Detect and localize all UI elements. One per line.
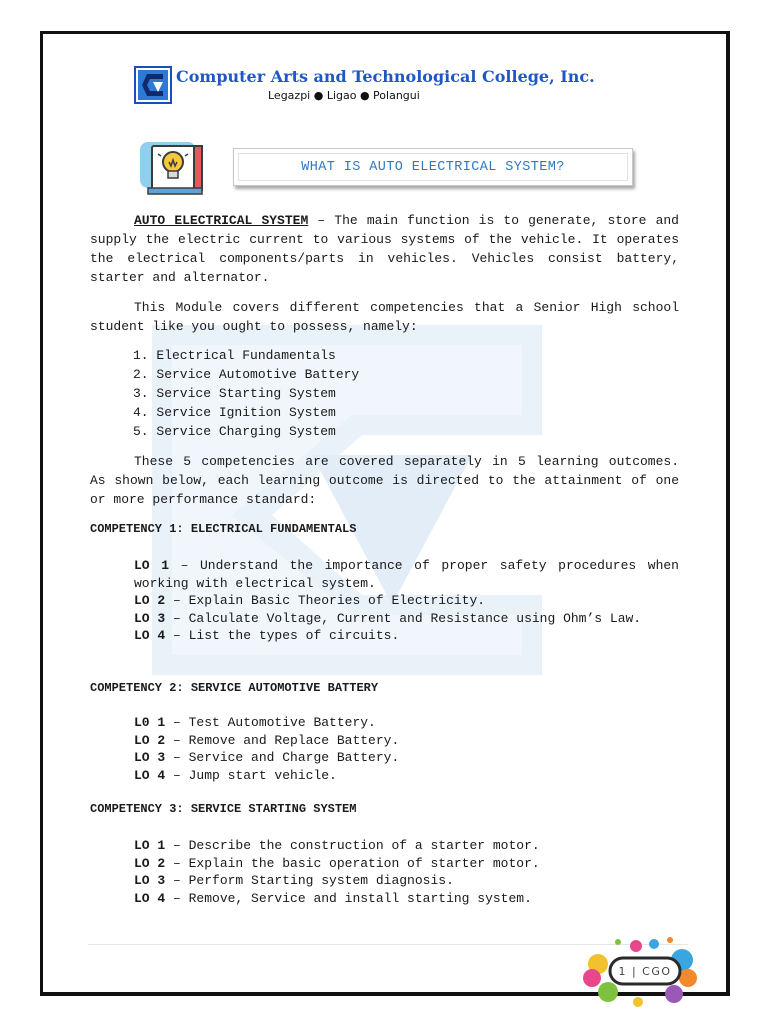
learning-outcome [134, 592, 679, 610]
learning-outcome [134, 872, 679, 890]
college-logo [134, 66, 172, 104]
outcome-code: LO 3 [134, 610, 166, 626]
competency-1-outcomes [134, 557, 679, 645]
competency-3-heading: COMPETENCY 3: SERVICE STARTING SYSTEM [90, 802, 357, 816]
outcome-text: – Calculate Voltage, Current and Resistance using Ohm’s Law. [165, 610, 642, 626]
learning-outcome [134, 714, 679, 732]
outcome-text: – Jump start vehicle. [165, 767, 337, 783]
outcome-code: L0 1 [134, 715, 166, 730]
module-text: This Module covers different competencies that a Senior High school student like you ought to possess, namely: [90, 300, 679, 334]
outcome-text: – Remove and Replace Battery. [165, 732, 400, 748]
learning-outcome [134, 732, 679, 750]
learning-outcome [134, 855, 679, 873]
outcome-text: – List the types of circuits. [165, 628, 400, 643]
outcome-text: – Service and Charge Battery. [165, 750, 400, 765]
learning-outcome [134, 767, 679, 785]
school-name: Computer Arts and Technological College, Inc. [176, 67, 595, 86]
competency-2-heading: COMPETENCY 2: SERVICE AUTOMOTIVE BATTERY [90, 681, 379, 695]
outcomes-paragraph [90, 452, 679, 509]
outcome-code: LO 1 [134, 838, 166, 853]
section-title: WHAT IS AUTO ELECTRICAL SYSTEM? [301, 159, 565, 175]
learning-outcome [134, 610, 679, 628]
outcome-code: LO 3 [134, 873, 166, 888]
outcome-text: – Explain the basic operation of starter motor. [165, 855, 540, 871]
learning-outcome [134, 749, 679, 767]
outcome-code: LO 4 [134, 628, 166, 643]
outcome-code: LO 4 [134, 767, 166, 783]
intro-term: AUTO ELECTRICAL SYSTEM [134, 213, 309, 228]
learning-outcome [134, 890, 679, 908]
campus-list: Legazpi ● Ligao ● Polangui [268, 89, 420, 102]
outcome-code: LO 2 [134, 855, 166, 871]
competency-1-heading: COMPETENCY 1: ELECTRICAL FUNDAMENTALS [90, 522, 357, 536]
list-item: 5. Service Charging System [133, 424, 336, 439]
outcome-code: LO 3 [134, 750, 166, 765]
intro-paragraph [90, 211, 679, 287]
outcome-code: LO 2 [134, 732, 166, 748]
outcome-code: LO 4 [134, 890, 166, 906]
outcome-text: – Test Automotive Battery. [165, 715, 376, 730]
outcome-text: – Explain Basic Theories of Electricity. [165, 593, 486, 608]
outcome-code: LO 2 [134, 593, 166, 608]
learning-outcome [134, 557, 679, 592]
outcome-code: LO 1 [134, 558, 169, 573]
intro-text: – The main function is to generate, store and supply the electric current to various systems of the vehicle. It operates the electrical components/parts in vehicles. Vehicles consist battery, starter and alternator. [90, 213, 679, 285]
learning-outcome [134, 837, 679, 855]
outcome-text: – Perform Starting system diagnosis. [165, 873, 454, 888]
list-item: 4. Service Ignition System [133, 405, 336, 420]
lightbulb-book-icon [138, 140, 208, 198]
outcome-text: – Describe the construction of a starter motor. [165, 838, 540, 853]
page-number: 1 | CGO [618, 965, 672, 978]
list-item: 3. Service Starting System [133, 386, 336, 401]
outcomes-text: These 5 competencies are covered separately in 5 learning outcomes. As shown below, each learning outcome is directed to the attainment of one or more performance standard: [90, 454, 679, 507]
competency-2-outcomes [134, 714, 679, 784]
outcome-text: – Understand the importance of proper safety procedures when working with electrical system. [134, 558, 679, 591]
competency-list [133, 346, 359, 441]
competency-3-outcomes [134, 837, 679, 907]
list-item: 1. Electrical Fundamentals [133, 348, 336, 363]
section-title-box [233, 148, 633, 186]
learning-outcome [134, 627, 679, 645]
list-item: 2. Service Automotive Battery [133, 367, 360, 382]
outcome-text: – Remove, Service and install starting system. [165, 890, 532, 906]
module-paragraph [90, 298, 679, 336]
